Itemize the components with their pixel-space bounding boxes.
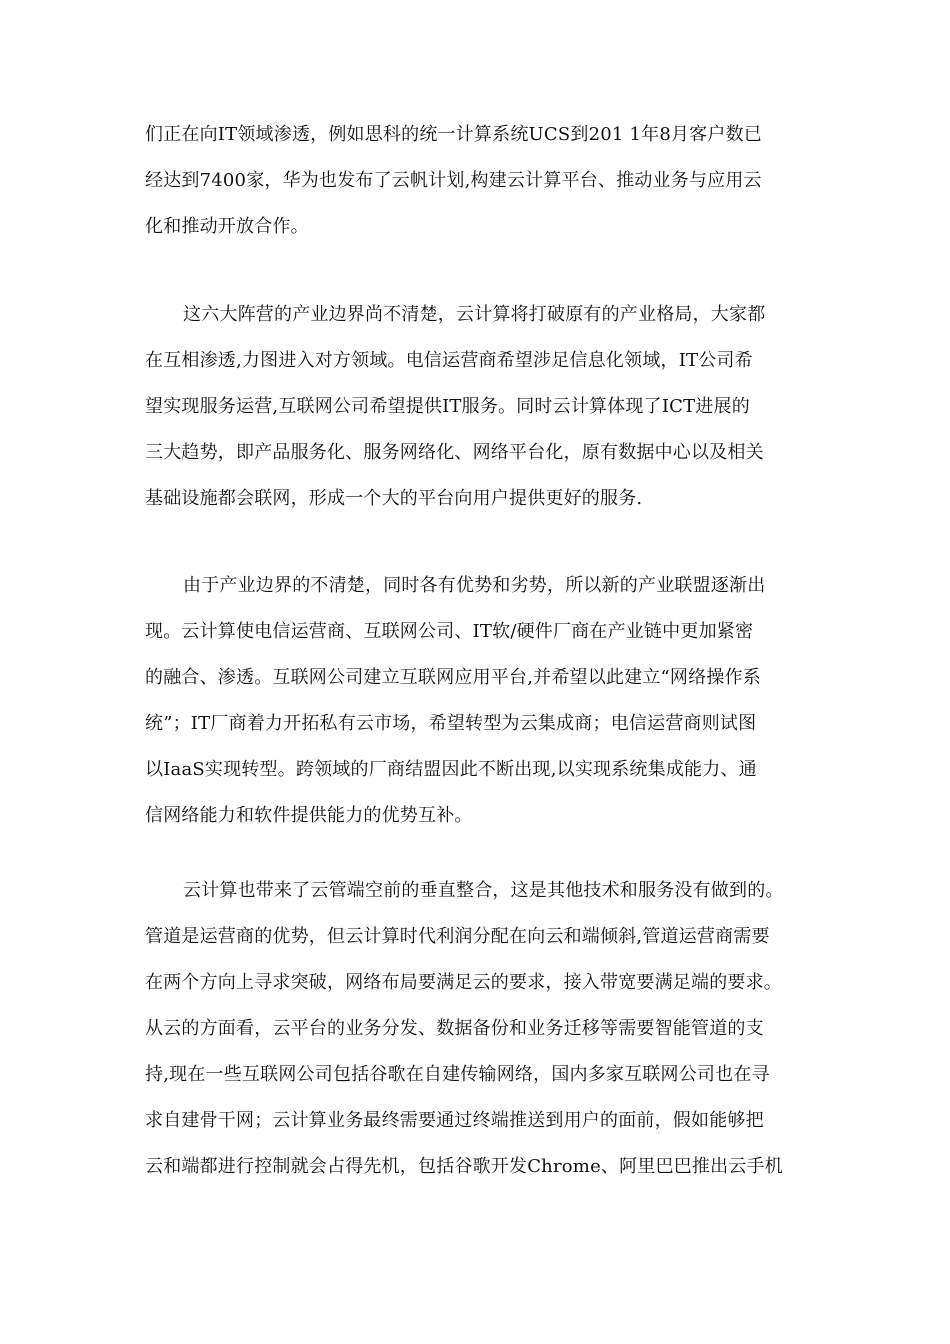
text-line: 望实现服务运营,互联网公司希望提供IT服务。同时云计算体现了ICT进展的 bbox=[145, 396, 750, 417]
text-line: 基础设施都会联网，形成一个大的平台向用户提供更好的服务. bbox=[145, 488, 643, 509]
paragraph-4 bbox=[145, 868, 807, 1190]
text-line: 管道是运营商的优势，但云计算时代利润分配在向云和端倾斜,管道运营商需要 bbox=[145, 926, 770, 947]
text-line: 这六大阵营的产业边界尚不清楚，云计算将打破原有的产业格局，大家都 bbox=[183, 304, 766, 325]
text-line: 云和端都进行控制就会占得先机，包括谷歌开发Chrome、阿里巴巴推出云手机 bbox=[145, 1156, 783, 1177]
paragraph-1 bbox=[145, 112, 807, 250]
text-line: 求自建骨干网；云计算业务最终需要通过终端推送到用户的面前，假如能够把 bbox=[145, 1110, 764, 1131]
text-line: 统”；IT厂商着力开拓私有云市场，希望转型为云集成商；电信运营商则试图 bbox=[145, 713, 757, 734]
text-line: 现。云计算使电信运营商、互联网公司、IT软/硬件厂商在产业链中更加紧密 bbox=[145, 621, 754, 642]
text-line: 信网络能力和软件提供能力的优势互补。 bbox=[145, 805, 473, 826]
text-line: 们正在向IT领域渗透，例如思科的统一计算系统UCS到201 1年8月客户数已 bbox=[145, 124, 762, 145]
paragraph-3 bbox=[145, 563, 807, 839]
text-line: 的融合、渗透。互联网公司建立互联网应用平台,并希望以此建立“网络操作系 bbox=[145, 667, 761, 688]
text-line: 持,现在一些互联网公司包括谷歌在自建传输网络，国内多家互联网公司也在寻 bbox=[145, 1064, 770, 1085]
text-line: 由于产业边界的不清楚，同时各有优势和劣势，所以新的产业联盟逐渐出 bbox=[183, 575, 766, 596]
text-line: 在互相渗透,力图进入对方领域。电信运营商希望涉足信息化领域，IT公司希 bbox=[145, 350, 753, 371]
text-line: 以IaaS实现转型。跨领域的厂商结盟因此不断出现,以实现系统集成能力、通 bbox=[145, 759, 757, 780]
text-line: 在两个方向上寻求突破，网络布局要满足云的要求，接入带宽要满足端的要求。 bbox=[145, 972, 782, 993]
paragraph-2 bbox=[145, 292, 807, 522]
text-line: 化和推动开放合作。 bbox=[145, 216, 309, 237]
text-line: 三大趋势，即产品服务化、服务网络化、网络平台化，原有数据中心以及相关 bbox=[145, 442, 764, 463]
text-line: 经达到7400家，华为也发布了云帆计划,构建云计算平台、推动业务与应用云 bbox=[145, 170, 762, 191]
text-line: 云计算也带来了云管端空前的垂直整合，这是其他技术和服务没有做到的。 bbox=[183, 880, 784, 901]
text-line: 从云的方面看，云平台的业务分发、数据备份和业务迁移等需要智能管道的支 bbox=[145, 1018, 764, 1039]
